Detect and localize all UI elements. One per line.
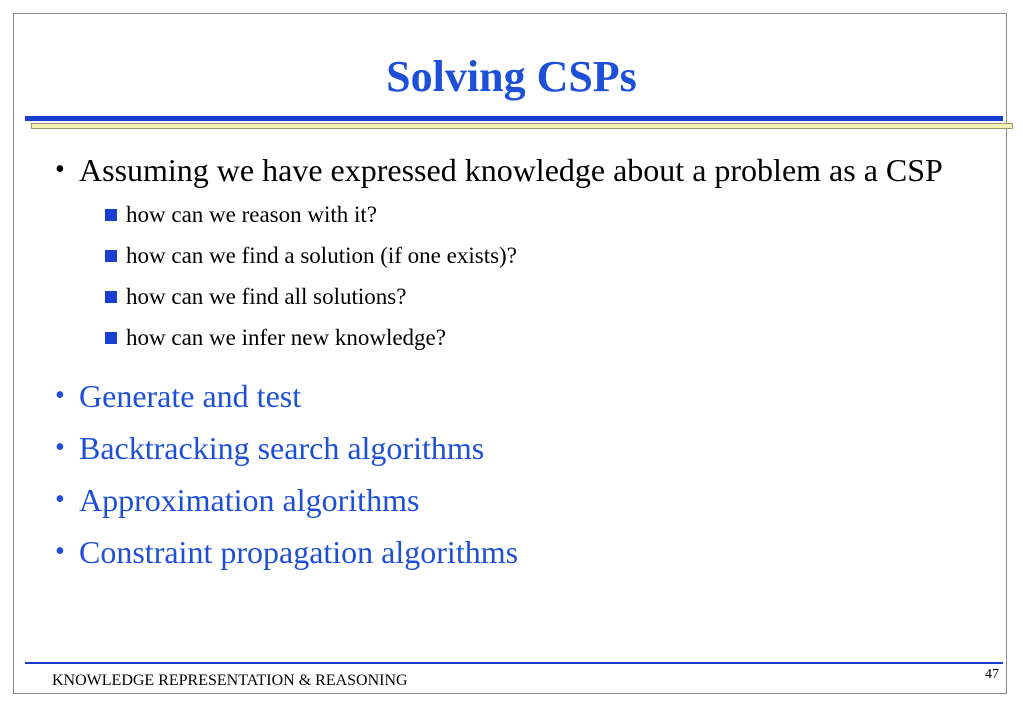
bullet-dot-icon: • bbox=[55, 432, 65, 463]
footer-divider bbox=[25, 662, 1003, 664]
title-divider-blue bbox=[25, 116, 1003, 121]
slide-body bbox=[55, 150, 985, 584]
bullet-item bbox=[55, 480, 985, 520]
bullet-item bbox=[55, 428, 985, 468]
bullet-dot-icon: • bbox=[55, 484, 65, 515]
bullet-item bbox=[55, 150, 985, 190]
square-bullet-icon bbox=[105, 250, 117, 262]
footer-text: KNOWLEDGE REPRESENTATION & REASONING bbox=[52, 672, 408, 689]
square-bullet-icon bbox=[105, 291, 117, 303]
sub-bullet-item bbox=[105, 241, 985, 282]
sub-bullet-text: how can we find all solutions? bbox=[126, 284, 407, 309]
bullet-dot-icon: • bbox=[55, 380, 65, 411]
square-bullet-icon bbox=[105, 332, 117, 344]
sub-bullet-text: how can we find a solution (if one exists)? bbox=[126, 243, 517, 268]
bullet-item bbox=[55, 532, 985, 572]
bullet-text: Assuming we have expressed knowledge about a problem as a CSP bbox=[79, 152, 943, 188]
title-divider-yellow bbox=[31, 123, 1013, 129]
bullet-item bbox=[55, 376, 985, 416]
sub-bullet-item bbox=[105, 323, 985, 364]
sub-bullet-item bbox=[105, 200, 985, 241]
page-number: 47 bbox=[985, 667, 999, 682]
bullet-text: Generate and test bbox=[79, 378, 302, 414]
sub-bullet-item bbox=[105, 282, 985, 323]
bullet-dot-icon: • bbox=[55, 154, 65, 185]
bullet-text: Constraint propagation algorithms bbox=[79, 534, 519, 570]
sub-bullet-list bbox=[105, 200, 985, 364]
slide-title: Solving CSPs bbox=[386, 52, 637, 101]
bullet-text: Backtracking search algorithms bbox=[79, 430, 485, 466]
bullet-dot-icon: • bbox=[55, 536, 65, 567]
sub-bullet-text: how can we reason with it? bbox=[126, 202, 378, 227]
sub-bullet-text: how can we infer new knowledge? bbox=[126, 325, 446, 350]
square-bullet-icon bbox=[105, 209, 117, 221]
bullet-text: Approximation algorithms bbox=[79, 482, 420, 518]
